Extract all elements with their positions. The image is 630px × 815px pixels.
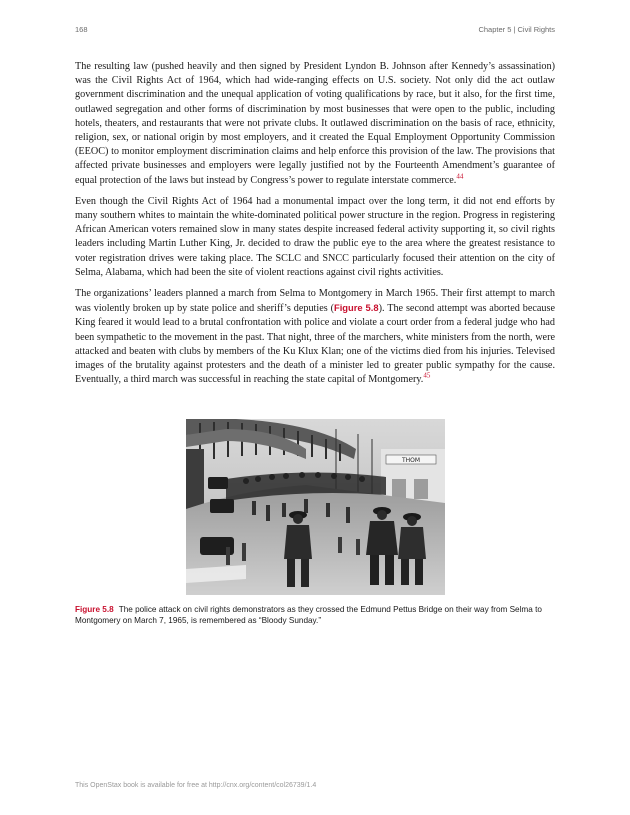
paragraph-text: The organizations’ leaders planned a march from Selma to Montgomery in March 1965. Their first attempt to march was violently broken up by state police and sheriff’s deputies ( [75,288,555,315]
figure-caption [75,604,555,626]
paragraph-civil-rights-act [75,60,555,188]
caption-text: The police attack on civil rights demonstrators as they crossed the Edmund Pettus Bridge on their way from Selma to Montgomery on March 7, 1965, is remembered as “Bloody Sunday.” [75,605,542,626]
main-content [75,60,555,394]
building-sign: THOM [401,457,421,464]
running-head: Chapter 5 | Civil Rights [478,25,555,34]
figure-reference-link[interactable]: Figure 5.8 [333,302,379,314]
page-footer: This OpenStax book is available for free at http://cnx.org/content/col26739/1.4 [75,782,317,789]
paragraph-text: ). The second attempt was aborted because King feared it would lead to a brutal confrontation with police and violate a court order from a federal judge who had been sympathetic to the movement in the past. That night, three of the marchers, white ministers from the north, were attacked and beaten with clubs by members of the Ku Klux Klan; one of the victims died from his injuries. Televised images of the brutality against protesters and the death of a minister led to greater public sympathy for the cause. Eventually, a third march was successful in reaching the state capital of Montgomery. [75,303,555,386]
paragraph-text: The resulting law (pushed heavily and then signed by President Lyndon B. Johnson after Kennedy’s assassination) was the Civil Rights Act of 1964, which had wide-ranging effects on U.S. society. Not only did the act outlaw government discrimination and the unequal application of voting qualifications by race, but it also, for the first time, outlawed segregation and other forms of discrimination by most businesses that were open to the public, including hotels, theaters, and restaurants that were not private clubs. It outlawed discrimination on the basis of race, ethnicity, religion, sex, or national origin by most employers, and it created the Equal Employment Opportunity Commission (EEOC) to monitor employment discrimination claims and help enforce this provision of the law. The provisions that affected private businesses and employers were legally justified not by the Fourteenth Amendment’s guarantee of equal protection of the laws but instead by Congress’s power to regulate interstate commerce. [75,61,555,186]
page-header [75,25,555,39]
page-number: 168 [75,25,88,34]
figure-photo-bloody-sunday [186,419,445,595]
footnote-marker[interactable]: 45 [423,371,431,380]
paragraph-text: Even though the Civil Rights Act of 1964 had a monumental impact over the long term, it did not end efforts by many southern whites to maintain the white-dominated political power structure in the region. Progress in registering African American voters remained slow in many states despite increased federal activity supporting it, so civil rights leaders including Martin Luther King, Jr. decided to draw the public eye to the area where the greatest resistance to voter registration drives were taking place. The SCLC and SNCC particularly focused their attention on the city of Selma, Alabama, which had been the site of violent reactions against civil rights activities. [75,195,555,278]
figure-label: Figure 5.8 [75,605,114,614]
paragraph-voter-registration [75,195,555,280]
footnote-marker[interactable]: 44 [456,172,464,181]
paragraph-selma-march [75,287,555,387]
